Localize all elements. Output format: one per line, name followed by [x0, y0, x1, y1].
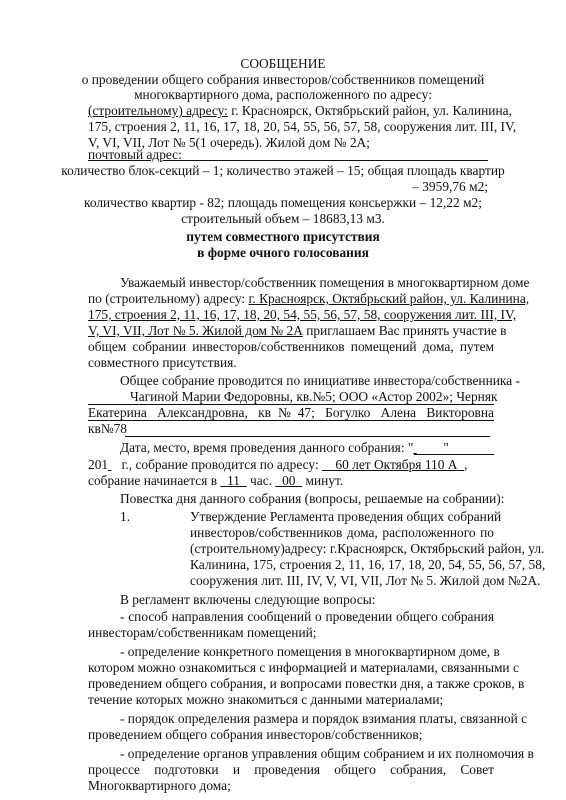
- initiator-line-1: Общее собрание проводится по инициативе инвестора/собственника -: [120, 373, 520, 388]
- question-1-line-1: - способ направления сообщений о проведении общего собрания: [120, 609, 494, 624]
- agenda-item-line-4: Калинина, 175, строения 2, 11, 16, 17, 18, 20, 54, 55, 56, 57, 58,: [190, 557, 546, 572]
- stats-line-4: строительный объем – 18683,13 м3.: [181, 211, 385, 226]
- initiator-underline-4: [125, 436, 490, 437]
- invitation-line-4: V, VI, VII, Лот № 5. Жилой дом № 2А приглашаем Вас принять участие в: [88, 323, 507, 338]
- question-3-line-2: проведением общего собрания инвесторов/собственников;: [88, 727, 423, 742]
- header-line-2: многоквартирного дома, расположенного по адресу:: [134, 87, 432, 102]
- agenda-item-line-2: инвесторов/собственников дома, расположенного по: [190, 525, 494, 540]
- meeting-minutes: 00: [282, 473, 296, 488]
- invitation-line-2: по (строительному) адресу: г. Красноярск, Октябрьский район, ул. Калинина,: [88, 291, 530, 306]
- stats-line-3: количество квартир - 82; площадь помещения консьержки – 12,22 м2;: [84, 195, 482, 210]
- invitation-line-1: Уважаемый инвестор/собственник помещения в многоквартирном доме: [120, 275, 530, 290]
- agenda-item-line-1: Утверждение Регламента проведения общих собраний: [190, 509, 502, 524]
- meeting-hour: 11: [227, 473, 240, 488]
- invitation-line-6: совместного присутствия.: [88, 355, 237, 370]
- invitation-line-3: 175, строения 2, 11, 16, 17, 18, 20, 54, 55, 56, 57, 58, сооружения лит. III, IV,: [88, 307, 517, 322]
- header-address-line-2: 175, строения 2, 11, 16, 17, 18, 20, 54, 55, 56, 57, 58, сооружения лит. III, IV,: [88, 119, 517, 134]
- date-place-line-2: 201 г., собрание проводится по адресу: 60 лет Октября 110 А ,: [88, 457, 468, 472]
- postal-address-blank: [180, 160, 488, 161]
- initiator-line-3: Екатерина Александровна, кв№47; Богулко Алена Викторовна: [88, 405, 494, 420]
- date-month-blank: [414, 454, 494, 455]
- agenda-item-number: 1.: [120, 509, 131, 524]
- date-place-line-3: собрание начинается в 11 час. 00 минут.: [88, 473, 344, 488]
- question-2-line-3: проведением общего собрания, и вопросами повестки дня, а также сроков, в: [88, 676, 525, 691]
- question-4-line-1: - определение органов управления общим собранием и их полномочия в: [120, 746, 534, 761]
- invitation-line-5: общем собрании инвесторов/собственников помещений дома, путем: [88, 339, 494, 354]
- question-3-line-1: - порядок определения размера и порядок взимания платы, связанной с: [120, 711, 528, 726]
- agenda-item-line-3: (строительному)адресу: г.Красноярск, Октябрьский район, ул.: [190, 541, 545, 556]
- meeting-mode-line-1: путем совместного присутствия: [186, 229, 380, 244]
- question-2-line-4: течение которых можно знакомиться с данными материалами;: [88, 692, 444, 707]
- initiator-underline-3: [88, 420, 494, 421]
- initiator-line-4: кв№78: [88, 421, 127, 436]
- question-4-line-2: процессе подготовки и проведения общего собрания, Совет: [88, 762, 494, 777]
- question-4-line-3: Многоквартирного дома;: [88, 778, 231, 793]
- header-line-1: о проведении общего собрания инвесторов/собственников помещений: [81, 72, 485, 87]
- initiator-line-2: Чагиной Марии Федоровны, кв.№5; ООО «Астор 2002»; Черняк: [130, 389, 498, 404]
- agenda-item-line-5: сооружения лит. III, IV, V, VI, VII, Лот № 5. Жилой дом №2А.: [190, 573, 541, 588]
- meeting-address: 60 лет Октября 110 А: [335, 457, 458, 472]
- question-1-line-2: инвесторам/собственникам помещений;: [88, 625, 317, 640]
- question-2-line-2: котором можно ознакомиться с информацией и материалами, связанными с: [88, 660, 519, 675]
- meeting-mode-line-2: в форме очного голосования: [197, 245, 369, 260]
- postal-address-label: почтовый адрес:: [88, 147, 182, 162]
- regulation-intro: В регламент включены следующие вопросы:: [120, 592, 376, 607]
- stats-line-2: – 3959,76 м2;: [412, 179, 488, 194]
- header-address-line-1: (строительному) адресу: г. Красноярск, Октябрьский район, ул. Калинина,: [88, 103, 512, 118]
- header-address-line-3: V, VI, VII, Лот № 5(1 очередь). Жилой дом № 2А;: [88, 135, 370, 150]
- stats-line-1: количество блок-секций – 1; количество этажей – 15; общая площадь квартир: [61, 163, 505, 178]
- agenda-title: Повестка дня данного собрания (вопросы, решаемые на собрании):: [120, 491, 505, 506]
- document-title: СООБЩЕНИЕ: [240, 56, 326, 71]
- question-2-line-1: - определение конкретного помещения в многоквартирном доме, в: [120, 644, 500, 659]
- date-place-line-1: Дата, место, время проведения данного собрания: " ": [120, 440, 449, 455]
